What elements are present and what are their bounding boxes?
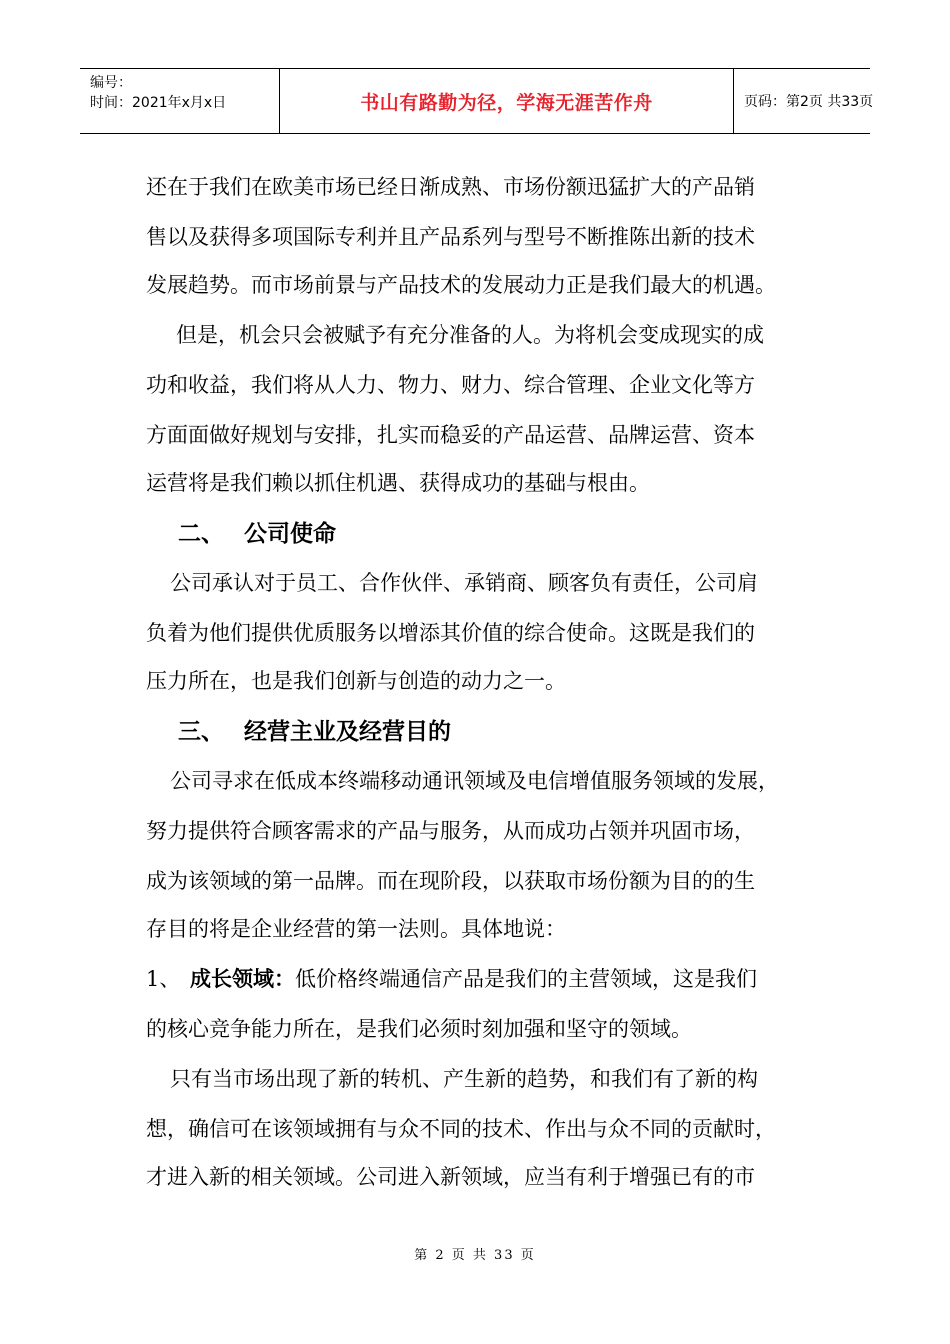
list-item-text: 低价格终端通信产品是我们的主营领域，这是我们 xyxy=(295,967,757,991)
section-heading xyxy=(178,716,451,748)
document-time-label: 时间：2021年x月x日 xyxy=(90,95,227,111)
paragraph-line: 运营将是我们赖以抓住机遇、获得成功的基础与根由。 xyxy=(146,471,650,495)
paragraph-line: 存目的将是企业经营的第一法则。具体地说： xyxy=(146,917,566,941)
paragraph-line: 的核心竞争能力所在，是我们必须时刻加强和坚守的领域。 xyxy=(146,1017,692,1041)
section-heading xyxy=(178,518,336,550)
section-heading-title: 经营主业及经营目的 xyxy=(244,719,451,745)
section-heading-title: 公司使命 xyxy=(244,521,336,547)
paragraph-line: 但是，机会只会被赋予有充分准备的人。为将机会变成现实的成 xyxy=(176,323,764,347)
paragraph-line: 负着为他们提供优质服务以增添其价值的综合使命。这既是我们的 xyxy=(146,621,755,645)
list-item-term: 成长领域： xyxy=(190,967,295,991)
paragraph-line: 努力提供符合顾客需求的产品与服务，从而成功占领并巩固市场， xyxy=(146,819,755,843)
paragraph-line: 功和收益，我们将从人力、物力、财力、综合管理、企业文化等方 xyxy=(146,373,755,397)
paragraph-line: 想，确信可在该领域拥有与众不同的技术、作出与众不同的贡献时， xyxy=(146,1117,776,1141)
list-item-number: 1、 xyxy=(146,967,181,991)
header-page-info: 页码：第2页 共33页 xyxy=(744,94,874,110)
section-heading-number: 二、 xyxy=(178,521,224,547)
section-heading-number: 三、 xyxy=(178,719,224,745)
header-meta xyxy=(80,69,280,133)
page-footer: 第 2 页 共 33 页 xyxy=(414,1248,536,1263)
paragraph-line: 发展趋势。而市场前景与产品技术的发展动力正是我们最大的机遇。 xyxy=(146,273,776,297)
paragraph-line: 方面面做好规划与安排，扎实而稳妥的产品运营、品牌运营、资本 xyxy=(146,423,755,447)
paragraph-line: 才进入新的相关领域。公司进入新领域，应当有利于增强已有的市 xyxy=(146,1165,755,1189)
paragraph-line: 还在于我们在欧美市场已经日渐成熟、市场份额迅猛扩大的产品销 xyxy=(146,175,755,199)
document-number-label: 编号： xyxy=(90,75,132,91)
list-item xyxy=(146,964,757,994)
header-motto: 书山有路勤为径，学海无涯苦作舟 xyxy=(280,69,734,133)
paragraph-line: 公司承认对于员工、合作伙伴、承销商、顾客负有责任，公司肩 xyxy=(170,571,758,595)
paragraph-line: 售以及获得多项国际专利并且产品系列与型号不断推陈出新的技术 xyxy=(146,225,755,249)
paragraph-line: 公司寻求在低成本终端移动通讯领域及电信增值服务领域的发展， xyxy=(170,769,779,793)
paragraph-line: 只有当市场出现了新的转机、产生新的趋势，和我们有了新的构 xyxy=(170,1067,758,1091)
paragraph-line: 压力所在，也是我们创新与创造的动力之一。 xyxy=(146,669,566,693)
paragraph-line: 成为该领域的第一品牌。而在现阶段，以获取市场份额为目的的生 xyxy=(146,869,755,893)
page-header xyxy=(80,68,874,134)
